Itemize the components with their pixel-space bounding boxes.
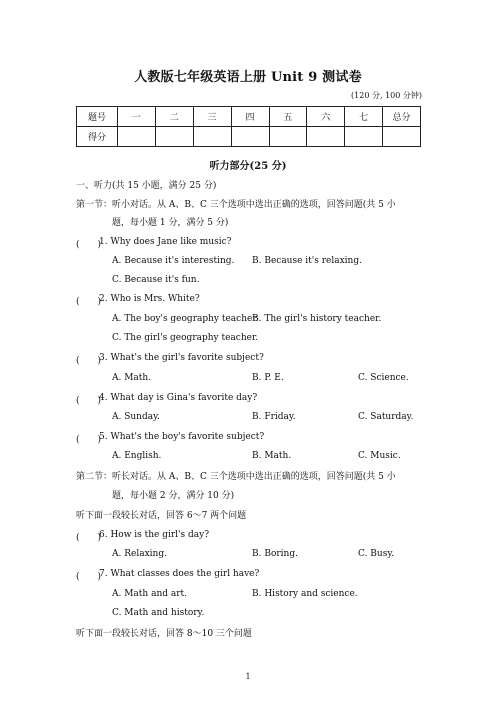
section2-instruction-cont: 题，每小题 2 分，满分 10 分) [112,491,235,501]
answer-blank[interactable]: ( ) [76,297,102,307]
answer-blank[interactable]: ( ) [76,572,102,582]
option-b: B. P. E. [252,373,284,383]
option-a: A. The boy's geography teacher. [112,314,259,324]
question-text: 6. How is the girl's day? [99,530,210,540]
section1-instruction: 第一节：听小对话。从 A、B、C 三个选项中选出正确的选项，回答问题(共 5 小 [76,200,396,210]
listening-prompt-8-10: 听下面一段较长对话，回答 8～10 三个问题 [76,629,252,639]
option-a: A. Relaxing. [112,549,167,559]
score-table-score-row [77,127,421,147]
option-b: B. The girl's history teacher. [252,314,382,324]
question-text: 1. Why does Jane like music? [99,237,232,247]
option-a: A. Because it's interesting. [112,256,235,266]
option-c: C. Saturday. [358,412,414,422]
option-c: C. Science. [358,373,409,383]
question-text: 2. Who is Mrs. White? [99,294,200,304]
answer-blank[interactable]: ( ) [76,396,102,406]
option-c: C. Music. [358,451,401,461]
score-blank-cell[interactable] [269,127,307,147]
option-c: C. Math and history. [112,608,205,618]
answer-blank[interactable]: ( ) [76,240,102,250]
option-a: A. English. [112,451,162,461]
score-table-cell: 四 [231,107,269,127]
option-c: C. Because it's fun. [112,275,200,285]
score-blank-cell[interactable] [231,127,269,147]
option-b: B. Math. [252,451,292,461]
page-number: 1 [245,672,251,681]
section2-instruction: 第二节：听长对话。从 A、B、C 三个选项中选出正确的选项，回答问题(共 5 小 [76,472,396,482]
question-text: 4. What day is Gina's favorite day? [99,393,258,403]
option-a: A. Math. [112,373,152,383]
score-table-cell: 总分 [383,107,421,127]
question-text: 3. What's the girl's favorite subject? [99,353,264,363]
option-c: C. The girl's geography teacher. [112,333,259,343]
answer-blank[interactable]: ( ) [76,533,102,543]
score-blank-cell[interactable] [345,127,383,147]
score-table-cell: 题号 [77,107,118,127]
score-blank-cell[interactable] [307,127,345,147]
score-blank-cell[interactable] [383,127,421,147]
score-table-cell: 二 [155,107,193,127]
score-table [76,106,421,147]
score-table-cell: 五 [269,107,307,127]
question-text: 5. What's the boy's favorite subject? [99,432,265,442]
score-table-cell: 三 [193,107,231,127]
option-a: A. Sunday. [112,412,160,422]
score-note: (120 分, 100 分钟) [351,91,422,100]
section-heading: 听力部分(25 分) [209,161,287,172]
part1-heading: 一、听力(共 15 小题，满分 25 分) [76,181,217,191]
option-b: B. History and science. [252,589,358,599]
score-table-cell: 七 [345,107,383,127]
option-c: C. Busy. [358,549,395,559]
score-table-cell: 六 [307,107,345,127]
score-table-cell: 得分 [77,127,118,147]
question-text: 7. What classes does the girl have? [99,569,260,579]
score-blank-cell[interactable] [118,127,156,147]
page-title: 人教版七年级英语上册 Unit 9 测试卷 [134,70,362,85]
answer-blank[interactable]: ( ) [76,356,102,366]
listening-prompt-6-7: 听下面一段较长对话，回答 6～7 两个问题 [76,511,247,521]
option-b: B. Boring. [252,549,298,559]
score-blank-cell[interactable] [193,127,231,147]
score-table-cell: 一 [118,107,156,127]
score-blank-cell[interactable] [155,127,193,147]
option-a: A. Math and art. [112,589,188,599]
answer-blank[interactable]: ( ) [76,435,102,445]
option-b: B. Because it's relaxing. [252,256,362,266]
score-table-header-row [77,107,421,127]
section1-instruction-cont: 题，每小题 1 分，满分 5 分) [112,218,229,228]
option-b: B. Friday. [252,412,296,422]
